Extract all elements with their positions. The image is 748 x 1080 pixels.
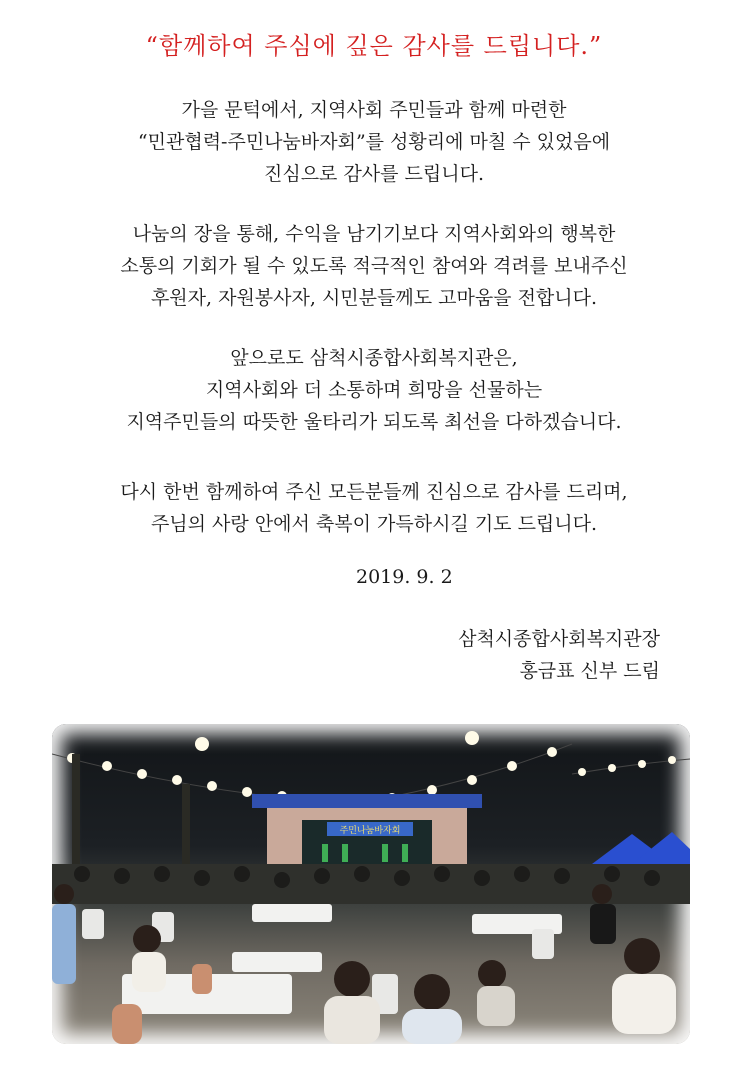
- paragraph-line: 주님의 사랑 안에서 축복이 가득하시길 기도 드립니다.: [150, 513, 598, 535]
- stage-banner: 주민나눔바자회: [339, 826, 401, 836]
- paragraph-line: 소통의 기회가 될 수 있도록 적극적인 참여와 격려를 보내주신: [120, 255, 628, 277]
- organization-name: 삼척시종합사회복지관장: [458, 628, 660, 650]
- paragraph-line: 앞으로도 삼척시종합사회복지관은,: [230, 347, 518, 369]
- paragraph-line: 진심으로 감사를 드립니다.: [263, 163, 484, 185]
- event-photo: [52, 724, 690, 1044]
- foreground-people: [52, 884, 676, 1044]
- paragraph-line: 지역주민들의 따뜻한 울타리가 되도록 최선을 다하겠습니다.: [126, 411, 622, 433]
- trees: [72, 754, 190, 874]
- paragraph-3: [0, 342, 748, 438]
- paragraph-line: 지역사회와 더 소통하며 희망을 선물하는: [205, 379, 543, 401]
- paragraph-line: 가을 문턱에서, 지역사회 주민들과 함께 마련한: [181, 99, 567, 121]
- signer-name: 홍금표 신부 드림: [519, 660, 660, 682]
- stage: [252, 794, 482, 868]
- paragraph-1: [0, 94, 748, 190]
- letter-title: “함께하여 주심에 깊은 감사를 드립니다.”: [145, 32, 603, 60]
- paragraph-line: 다시 한번 함께하여 주신 모든분들께 진심으로 감사를 드리며,: [120, 481, 628, 503]
- paragraph-line: “민관협력-주민나눔바자회”를 성황리에 마칠 수 있었음에: [137, 131, 611, 153]
- paragraph-line: 후원자, 자원봉사자, 시민분들께도 고마움을 전합니다.: [150, 287, 598, 309]
- paragraph-4: [0, 476, 748, 540]
- event-photo-illustration: [52, 724, 690, 1044]
- paragraph-2: [0, 218, 748, 314]
- letter-date: 2019. 9. 2: [356, 566, 453, 588]
- paragraph-line: 나눔의 장을 통해, 수익을 남기기보다 지역사회와의 행복한: [132, 223, 616, 245]
